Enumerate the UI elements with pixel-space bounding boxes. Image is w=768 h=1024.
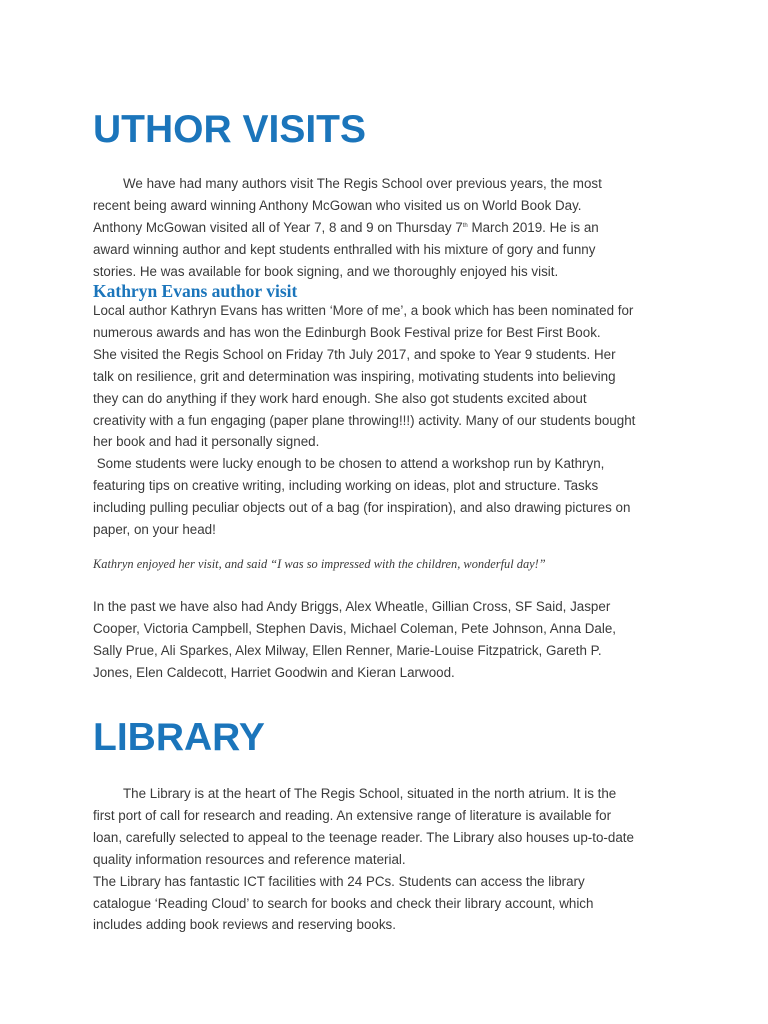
past-authors-line: Sally Prue, Ali Sparkes, Alex Milway, Ellen Renner, Marie-Louise Fitzpatrick, Gareth P. — [93, 642, 602, 658]
library-line: The Library is at the heart of The Regis School, situated in the north atrium. It is the — [123, 786, 617, 801]
kathryn-line: including pulling peculiar objects out of a bag (for inspiration), and also drawing pictures on — [93, 500, 631, 516]
intro-line: stories. He was available for book signing, and we thoroughly enjoyed his visit. — [93, 263, 559, 279]
kathryn-line: talk on resilience, grit and determination was inspiring, motivating students into believing — [93, 368, 616, 384]
author-visits-heading: UTHOR VISITS — [93, 108, 367, 151]
kathryn-quote: Kathryn enjoyed her visit, and said “I was so impressed with the children, wonderful day!” — [93, 557, 546, 571]
kathryn-evans-body — [93, 300, 635, 541]
author-visits-intro — [93, 173, 602, 283]
intro-line: award winning author and kept students enthralled with his mixture of gory and funny — [93, 241, 596, 257]
past-authors-line: Jones, Elen Caldecott, Harriet Goodwin and Kieran Larwood. — [93, 664, 455, 680]
kathryn-line: paper, on your head! — [93, 522, 216, 538]
ordinal-suffix: th — [462, 222, 468, 229]
past-authors-line: In the past we have also had Andy Briggs, Alex Wheatle, Gillian Cross, SF Said, Jasper — [93, 599, 611, 614]
intro-line — [93, 217, 602, 239]
library-line: quality information resources and reference material. — [93, 851, 406, 867]
intro-line: recent being award winning Anthony McGowan who visited us on World Book Day. — [93, 197, 582, 213]
kathryn-evans-heading: Kathryn Evans author visit — [93, 281, 298, 301]
library-body — [93, 783, 634, 936]
past-authors-line: Cooper, Victoria Campbell, Stephen Davis, Michael Coleman, Pete Johnson, Anna Dale, — [93, 620, 617, 636]
library-line: first port of call for research and reading. An extensive range of literature is available for — [93, 807, 612, 823]
intro-line-part: March 2019. He is an — [467, 219, 599, 235]
kathryn-line: her book and had it personally signed. — [93, 434, 320, 450]
intro-line: We have had many authors visit The Regis School over previous years, the most — [123, 176, 602, 191]
library-line: includes adding book reviews and reserving books. — [93, 917, 396, 933]
kathryn-line: numerous awards and has won the Edinburgh Book Festival prize for Best First Book. — [93, 324, 601, 340]
past-authors-body — [93, 596, 616, 684]
library-heading: LIBRARY — [93, 716, 265, 759]
library-line: loan, carefully selected to appeal to the teenage reader. The Library also houses up-to-date — [93, 829, 634, 845]
intro-line-part: Anthony McGowan visited all of Year 7, 8 and 9 on Thursday 7 — [93, 219, 463, 235]
kathryn-line: creativity with a fun engaging (paper plane throwing!!!) activity. Many of our students bought — [93, 412, 636, 428]
kathryn-line: Some students were lucky enough to be chosen to attend a workshop run by Kathryn, — [93, 456, 605, 472]
library-line: catalogue ‘Reading Cloud’ to search for books and check their library account, which — [93, 895, 594, 911]
library-line: The Library has fantastic ICT facilities with 24 PCs. Students can access the library — [93, 873, 585, 889]
kathryn-line: they can do anything if they work hard enough. She also got students excited about — [93, 390, 587, 406]
kathryn-line: She visited the Regis School on Friday 7th July 2017, and spoke to Year 9 students. Her — [93, 346, 616, 362]
kathryn-line: Local author Kathryn Evans has written ‘More of me’, a book which has been nominated for — [93, 303, 634, 318]
kathryn-line: featuring tips on creative writing, including working on ideas, plot and structure. Tasks — [93, 478, 599, 494]
